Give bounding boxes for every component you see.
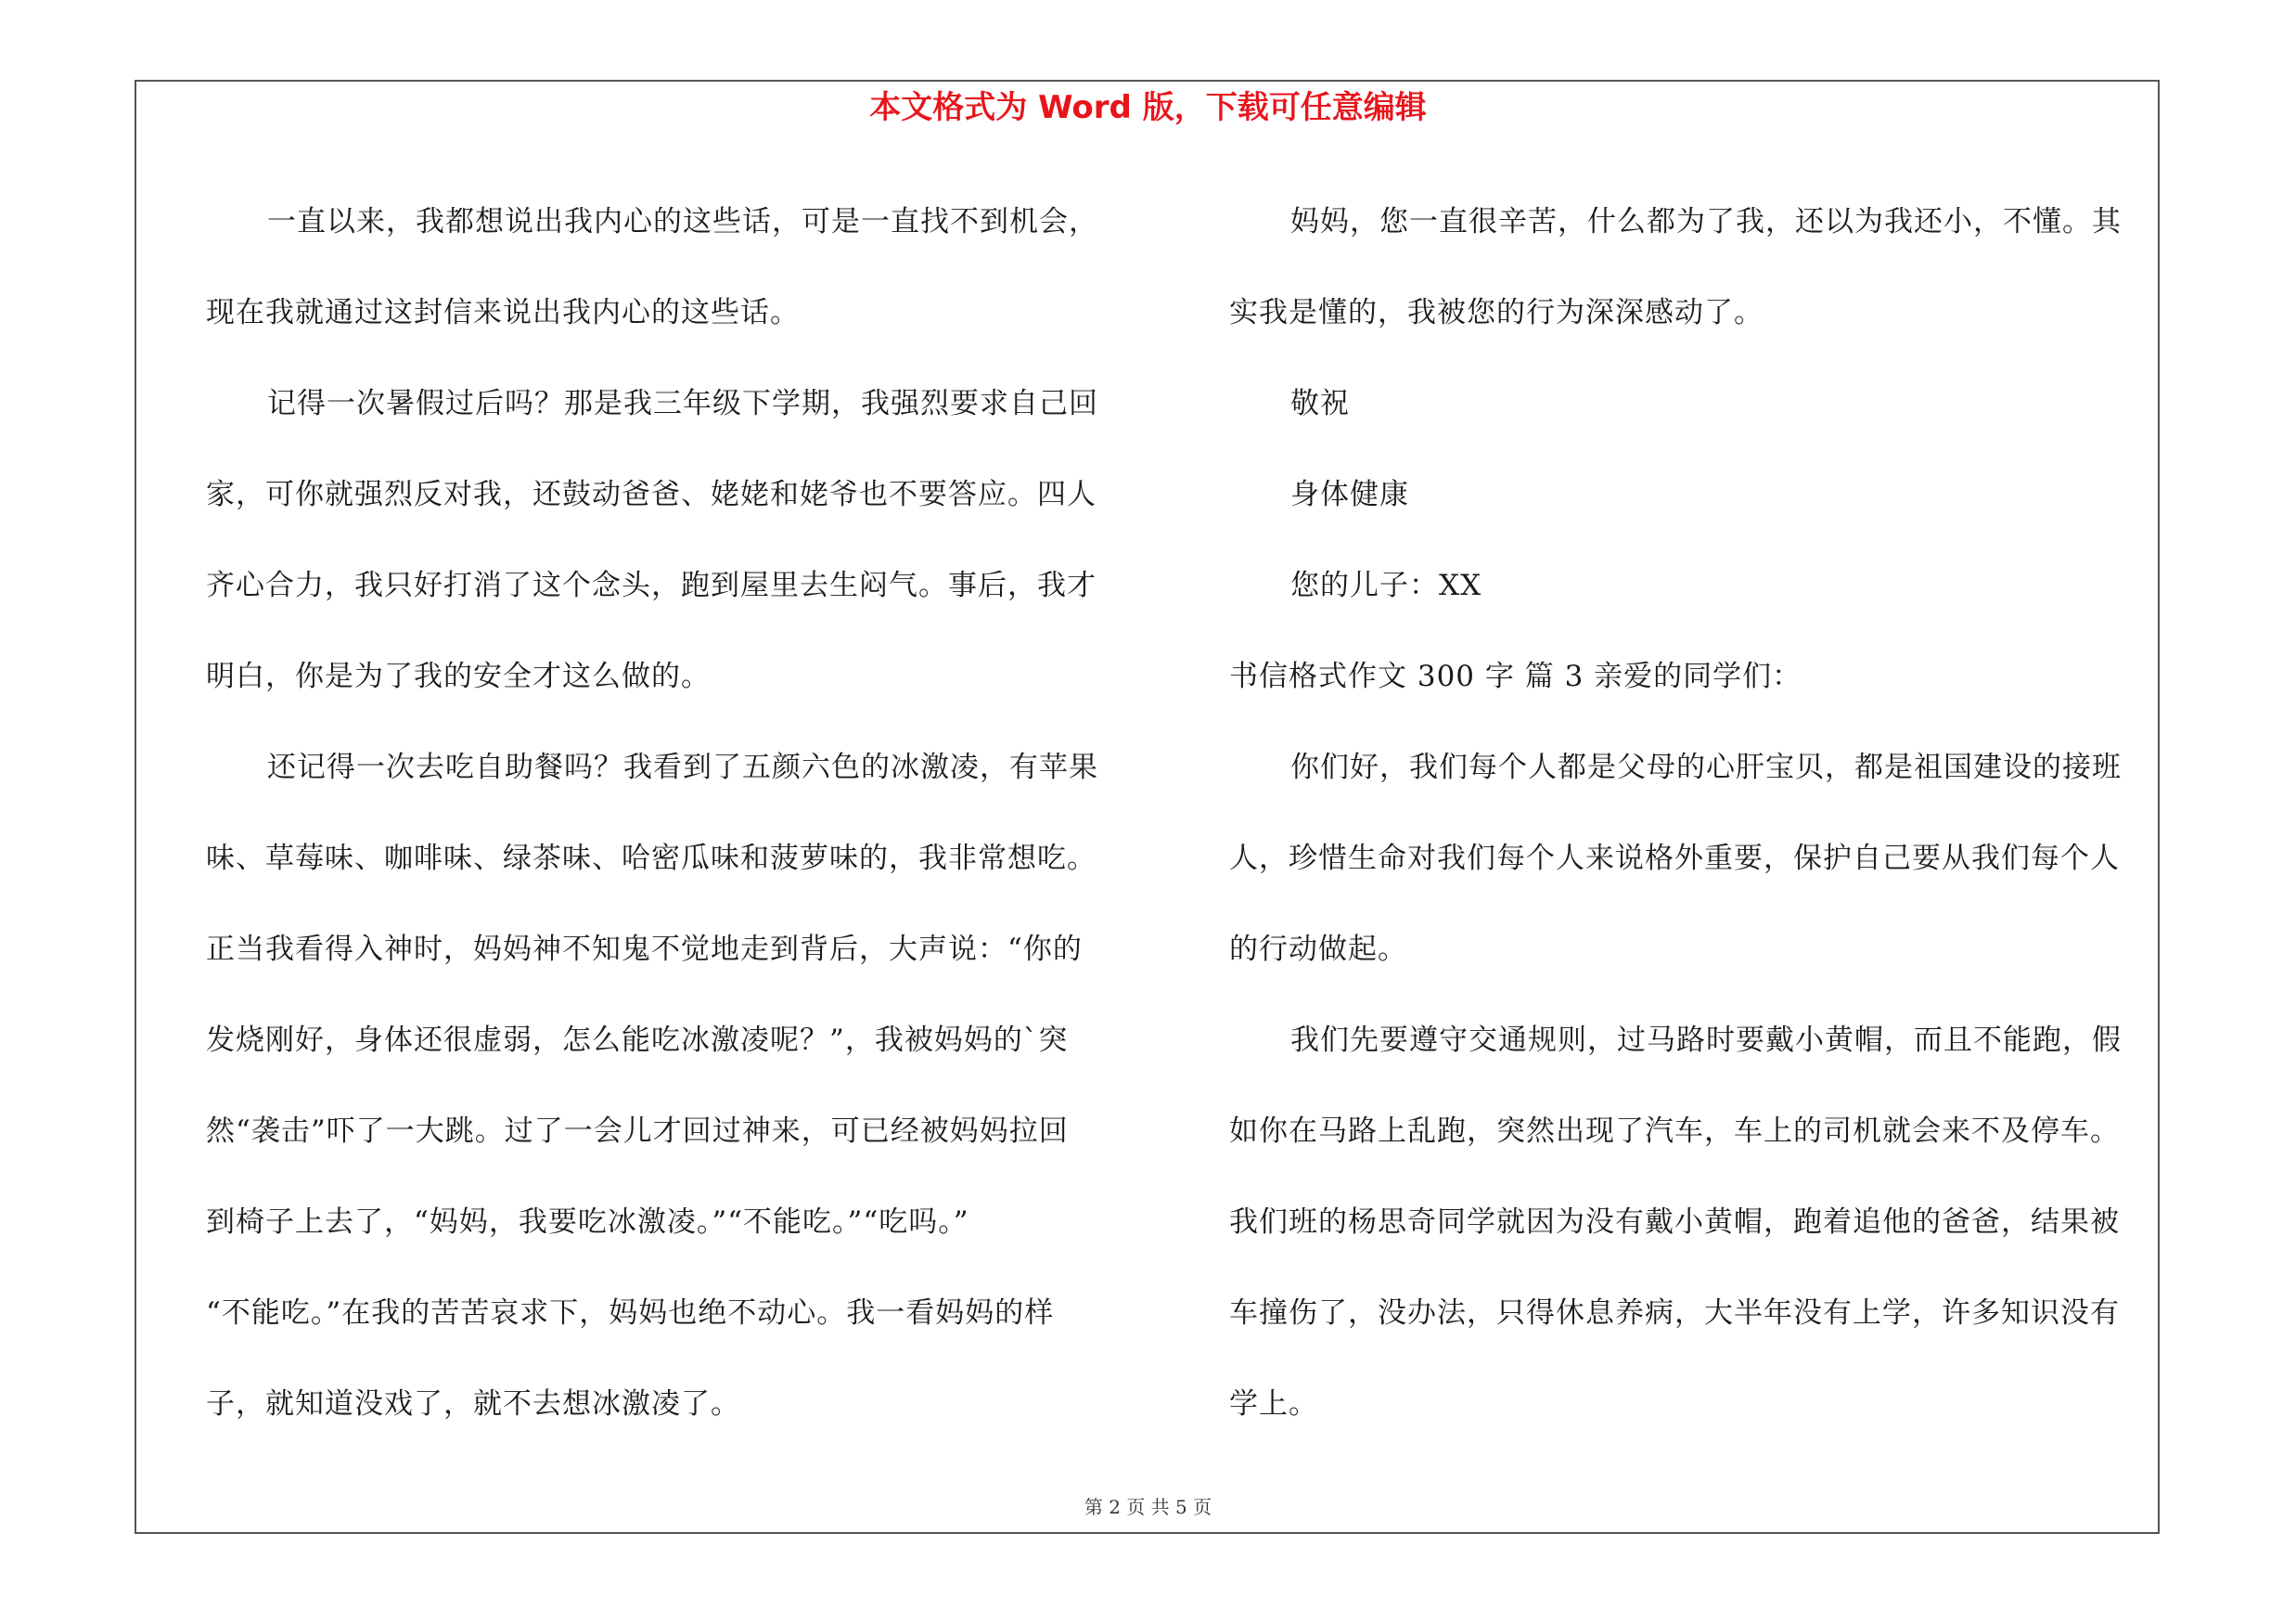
section-heading: 书信格式作文 300 字 篇 3 亲爱的同学们： (1229, 660, 1802, 693)
text-line: 子，就知道没戏了，就不去想冰激凌了。 (206, 1387, 740, 1421)
text-line: 记得一次暑假过后吗？那是我三年级下学期，我强烈要求自己回 (267, 387, 1098, 420)
text-line: 然“袭击”吓了一大跳。过了一会儿才回过神来，可已经被妈妈拉回 (206, 1114, 1069, 1148)
word-format-banner: 本文格式为 Word 版，下载可任意编辑 (869, 89, 1427, 126)
text-line: 发烧刚好，身体还很虚弱，怎么能吃冰激凌呢？”，我被妈妈的`突 (206, 1024, 1069, 1057)
text-line: 我们班的杨思奇同学就因为没有戴小黄帽，跑着追他的爸爸，结果被 (1229, 1205, 2120, 1239)
right-column (1229, 176, 2157, 1449)
signature: 您的儿子：XX (1290, 569, 1482, 602)
text-line: 我们先要遵守交通规则，过马路时要戴小黄帽，而且不能跑，假 (1290, 1024, 2122, 1057)
text-line: 的行动做起。 (1229, 933, 1407, 966)
text-line: 如你在马路上乱跑，突然出现了汽车，车上的司机就会来不及停车。 (1229, 1114, 2120, 1148)
text-line: 妈妈，您一直很辛苦，什么都为了我，还以为我还小，不懂。其 (1290, 205, 2122, 238)
text-line: 正当我看得入神时，妈妈神不知鬼不觉地走到背后，大声说：“你的 (206, 933, 1083, 966)
page-number: 第 2 页 共 5 页 (1084, 1496, 1212, 1518)
text-line: 到椅子上去了，“妈妈，我要吃冰激凌。”“不能吃。”“吃吗。” (206, 1205, 969, 1239)
text-line: 家，可你就强烈反对我，还鼓动爸爸、姥姥和姥爷也不要答应。四人 (206, 478, 1097, 511)
salutation-wish: 身体健康 (1290, 478, 1409, 511)
text-line: 齐心合力，我只好打消了这个念头，跑到屋里去生闷气。事后，我才 (206, 569, 1097, 602)
text-line: 车撞伤了，没办法，只得休息养病，大半年没有上学，许多知识没有 (1229, 1296, 2120, 1330)
text-line: 还记得一次去吃自助餐吗？我看到了五颜六色的冰激凌，有苹果 (267, 751, 1098, 784)
text-line: 人，珍惜生命对我们每个人来说格外重要，保护自己要从我们每个人 (1229, 842, 2120, 875)
text-line: 现在我就通过这封信来说出我内心的这些话。 (206, 296, 800, 329)
text-line: 实我是懂的，我被您的行为深深感动了。 (1229, 296, 1764, 329)
text-line: 一直以来，我都想说出我内心的这些话，可是一直找不到机会， (267, 205, 1098, 238)
text-line: 味、草莓味、咖啡味、绿茶味、哈密瓜味和菠萝味的，我非常想吃。 (206, 842, 1097, 875)
salutation-closing: 敬祝 (1290, 387, 1350, 420)
left-column (206, 176, 1134, 1449)
text-line: 明白，你是为了我的安全才这么做的。 (206, 660, 711, 693)
text-line: 你们好，我们每个人都是父母的心肝宝贝，都是祖国建设的接班 (1290, 751, 2122, 784)
text-line: “不能吃。”在我的苦苦哀求下，妈妈也绝不动心。我一看妈妈的样 (206, 1296, 1055, 1330)
text-line: 学上。 (1229, 1387, 1318, 1421)
